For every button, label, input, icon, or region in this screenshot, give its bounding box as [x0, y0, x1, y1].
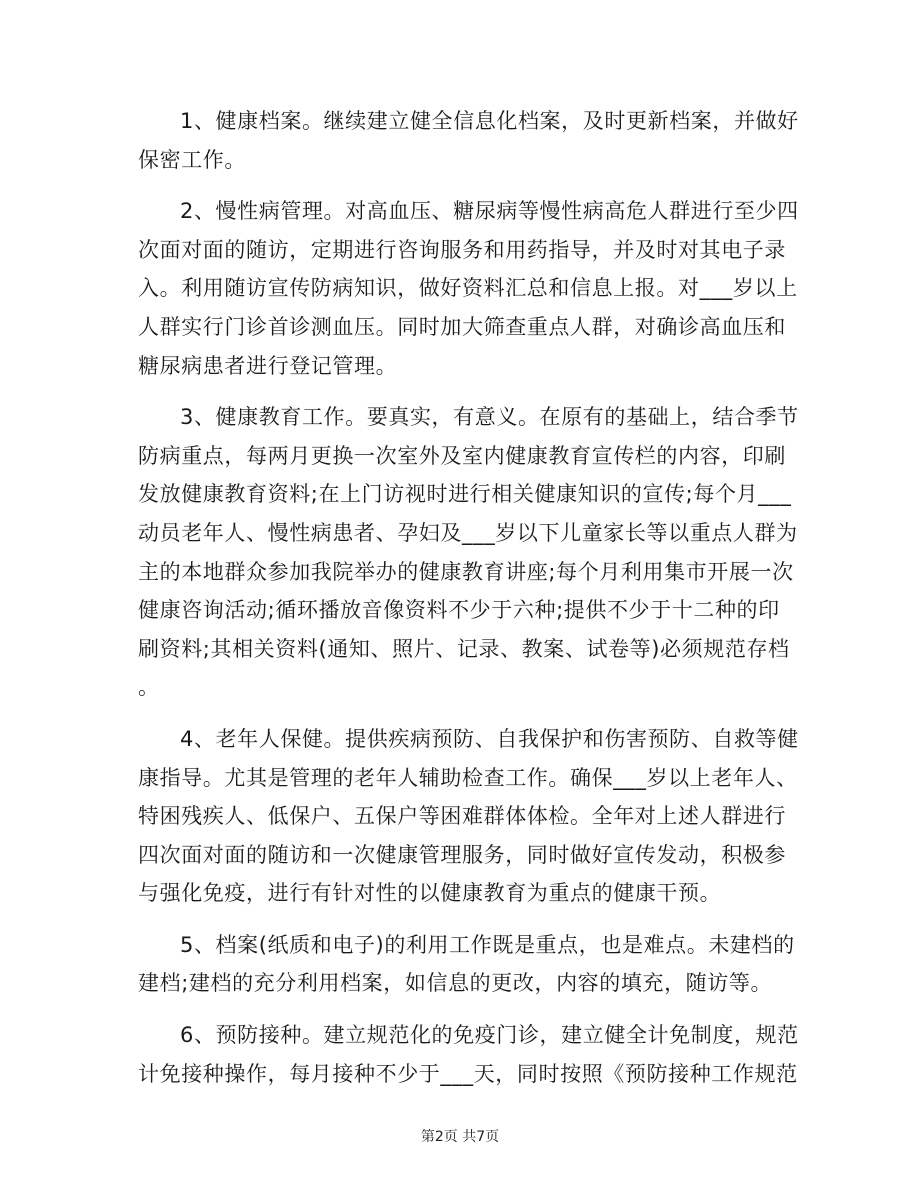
text-line: 健康咨询活动;循环播放音像资料不少于六种;提供不少于十二种的印: [138, 598, 780, 623]
paragraph-elderly-care: [138, 720, 799, 913]
page-number-footer: 第2页 共7页: [420, 1129, 500, 1145]
text-line: 4、老年人保健。提供疾病预防、自我保护和伤害预防、自救等健: [180, 726, 799, 751]
text-line: 5、档案(纸质和电子)的利用工作既是重点，也是难点。未建档的: [180, 932, 795, 957]
text-line: 人群实行门诊首诊测血压。同时加大筛查重点人群，对确诊高血压和: [138, 314, 786, 339]
paragraph-chronic-disease: [138, 192, 799, 385]
paragraph-record-utilization: [138, 926, 795, 1003]
text-line: 四次面对面的随访和一次健康管理服务，同时做好宣传发动，积极参: [138, 842, 786, 867]
text-line: 主的本地群众参加我院举办的健康教育讲座;每个月利用集市开展一次: [138, 559, 794, 584]
text-line: 建档;建档的充分利用档案，如信息的更改，内容的填充，随访等。: [138, 971, 773, 996]
text-line: 6、预防接种。建立规范化的免疫门诊，建立健全计免制度，规范: [180, 1023, 799, 1048]
text-line: 糖尿病患者进行登记管理。: [138, 353, 398, 378]
text-line: 入。利用随访宣传防病知识，做好资料汇总和信息上报。对___岁以上: [138, 276, 798, 301]
text-line: 特困残疾人、低保户、五保户等困难群体体检。全年对上述人群进行: [138, 804, 786, 829]
paragraph-health-education: [138, 398, 799, 707]
paragraph-vaccination: [138, 1016, 799, 1093]
text-line: 3、健康教育工作。要真实，有意义。在原有的基础上，结合季节: [180, 405, 799, 430]
paragraph-health-records: [138, 102, 799, 179]
text-line: 次面对面的随访，定期进行咨询服务和用药指导，并及时对其电子录: [138, 237, 786, 262]
text-line: 1、健康档案。继续建立健全信息化档案，及时更新档案，并做好: [180, 109, 799, 133]
text-line: 刷资料;其相关资料(通知、照片、记录、教案、试卷等)必须规范存档: [138, 636, 790, 661]
text-line: 。: [138, 675, 160, 700]
text-line: 防病重点，每两月更换一次室外及室内健康教育宣传栏的内容，印刷: [138, 443, 786, 468]
text-line: 发放健康教育资料;在上门访视时进行相关健康知识的宣传;每个月___: [138, 482, 792, 507]
text-line: 动员老年人、慢性病患者、孕妇及___岁以下儿童家长等以重点人群为: [138, 520, 798, 545]
text-line: 保密工作。: [138, 147, 246, 172]
text-line: 康指导。尤其是管理的老年人辅助检查工作。确保___岁以上老年人、: [138, 765, 798, 790]
text-line: 2、慢性病管理。对高血压、糖尿病等慢性病高危人群进行至少四: [180, 199, 799, 224]
text-line: 计免接种操作，每月接种不少于___天，同时按照《预防接种工作规范: [138, 1061, 798, 1086]
document-body: [138, 102, 799, 1106]
text-line: 与强化免疫，进行有针对性的以健康教育为重点的健康干预。: [138, 881, 722, 906]
